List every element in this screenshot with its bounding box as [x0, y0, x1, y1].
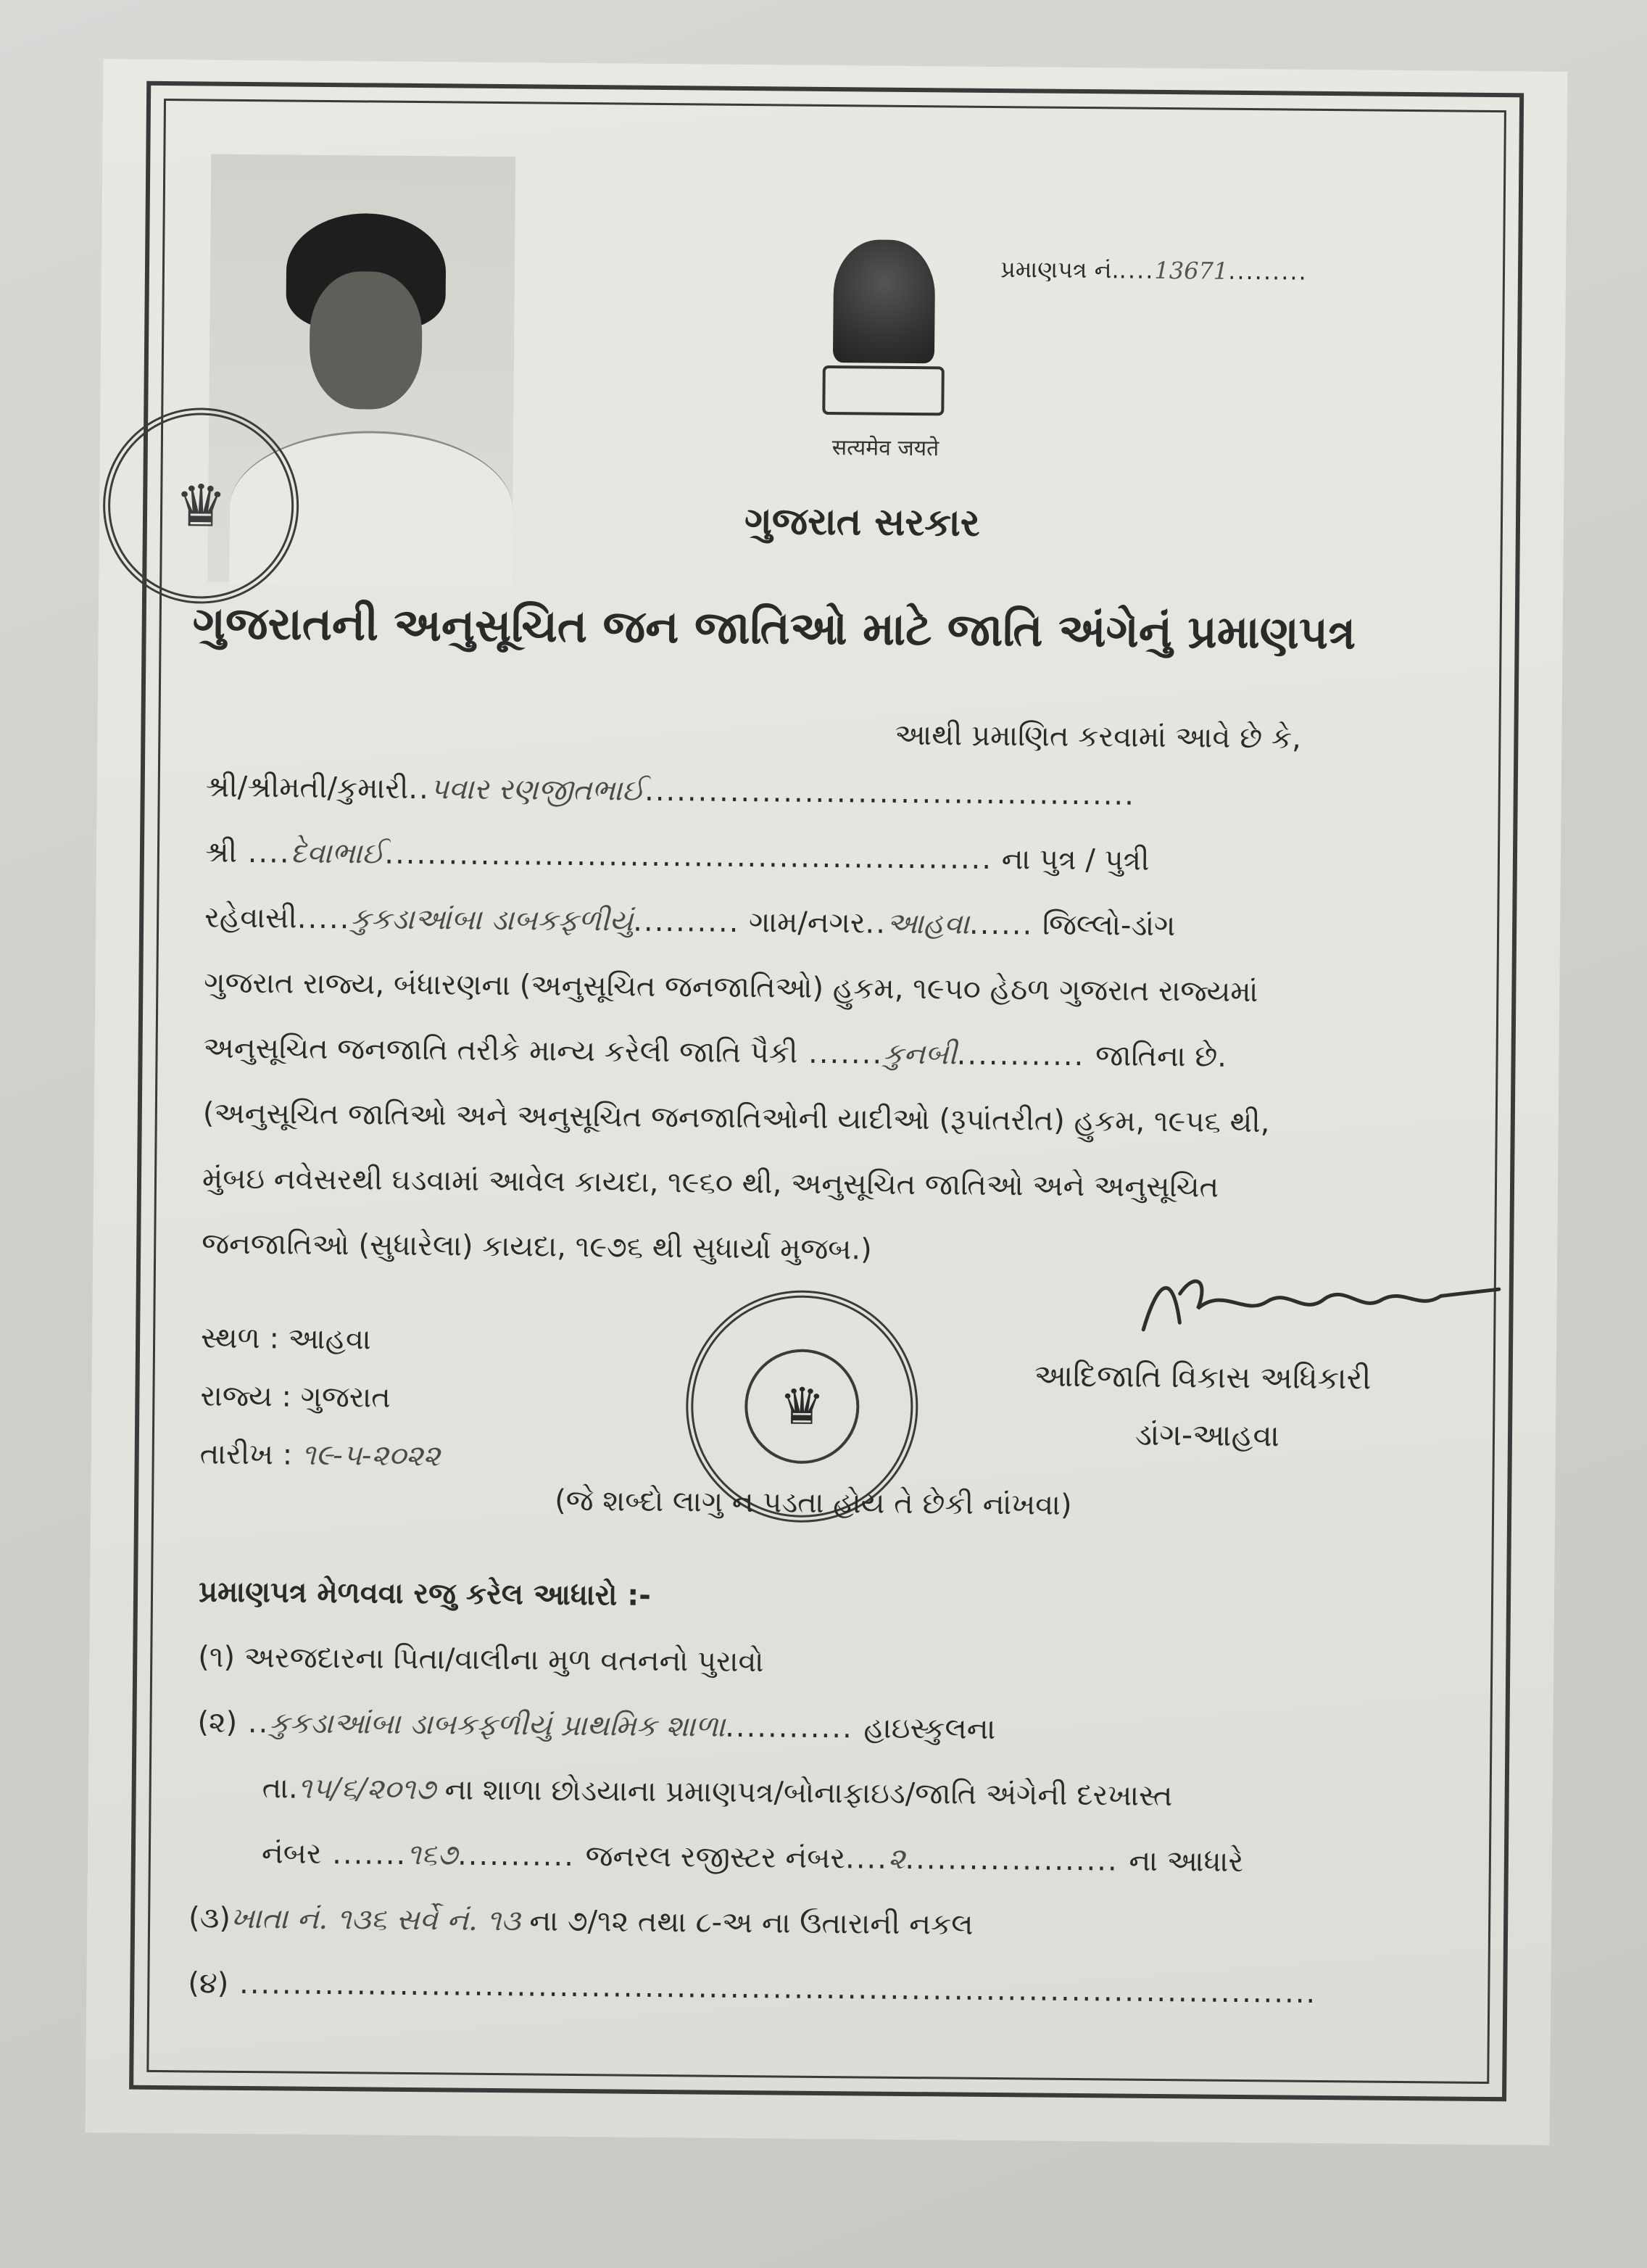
date-value: ૧૯-૫-૨૦૨૨ — [301, 1438, 441, 1473]
certificate-number-label: પ્રમાણપત્ર નં. — [1000, 255, 1119, 284]
village-value: આહવા — [886, 906, 970, 941]
emblem-base — [822, 365, 945, 415]
government-heading: ગુજરાત સરકાર — [744, 499, 980, 545]
resident-label: રહેવાસી — [204, 901, 298, 935]
body-line-1: ગુજરાત રાજ્ય, બંધારણના (અનુસૂચિત જનજાતિઓ) હુકમ, ૧૯૫૦ હેઠળ ગુજરાત રાજ્યમાં — [204, 966, 1258, 1009]
father-label: શ્રી — [204, 835, 238, 869]
basis-item-3: (૩)ખાતા નં. ૧૩૬ સર્વે નં. ૧૩ ના ૭/૧૨ તથા ૮-અ ના ઉતારાની નકલ — [188, 1901, 974, 1942]
basis-item-2-date: તા.૧૫/૬/૨૦૧૭ ના શાળા છોડયાના પ્રમાણપત્ર/બોનાફાઇડ/જાતિ અંગેની દરખાસ્ત — [262, 1771, 1173, 1813]
photo-face — [309, 271, 423, 410]
state-line: રાજ્ય : ગુજરાત — [200, 1379, 391, 1415]
basis-heading: પ્રમાણપત્ર મેળવવા રજુ કરેલ આધારો :- — [198, 1575, 652, 1613]
school-value: કુકડાઆંબા ડાબકફળીયું પ્રાથમિક શાળા — [269, 1706, 726, 1744]
emblem-icon: ♛ — [174, 471, 228, 540]
tribe-prefix: અનુસૂચિત જનજાતિ તરીકે માન્ય કરેલી જાતિ પૈકી — [203, 1031, 798, 1070]
state-value: ગુજરાત — [300, 1380, 391, 1415]
certificate-paper — [86, 59, 1568, 2145]
photo-seal-stamp — [102, 407, 299, 604]
officer-signature — [1129, 1265, 1506, 1355]
body-line-4: મુંબઇ નવેસરથી ઘડવામાં આવેલ કાયદા, ૧૯૬૦ થી, અનુસૂચિત જાતિઓ અને અનુસૂચિત — [202, 1162, 1219, 1204]
body-line-5: જનજાતિઓ (સુધારેલા) કાયદા, ૧૯૭૬ થી સુધાર્યા મુજબ.) — [202, 1227, 872, 1267]
proposal-number-value: ૧૬૭ — [407, 1837, 458, 1872]
name-label: શ્રી/શ્રીમતી/કુમારી — [205, 770, 409, 806]
register-number-value: ૨ — [887, 1842, 905, 1876]
name-line: શ્રી/શ્રીમતી/કુમારી..પવાર રણજીતભાઈ.............................................. — [205, 770, 1136, 812]
leaving-date-value: ૧૫/૬/૨૦૧૭ — [297, 1771, 436, 1807]
certificate-number-value: 13671 — [1154, 256, 1229, 285]
office-emblem-icon: ♛ — [744, 1349, 860, 1464]
strike-note: (જે શબ્દો લાગુ ન પડતા હોય તે છેકી નાંખવા) — [554, 1483, 1072, 1522]
lion-capital-icon — [833, 239, 935, 363]
basis-item-1: (૧) અરજદારના પિતા/વાલીના મુળ વતનનો પુરાવો — [198, 1640, 764, 1679]
resident-value: કુકડાઆંબા ડાબકફળીયું — [350, 902, 634, 938]
tribe-suffix: જાતિના છે. — [1095, 1039, 1227, 1074]
place-value: આહવા — [288, 1322, 371, 1357]
officer-office: ડાંગ-આહવા — [1134, 1416, 1280, 1454]
son-daughter-label: ના પુત્ર / પુત્રી — [1001, 843, 1150, 877]
certificate-title: ગુજરાતની અનુસૂચિત જન જાતિઓ માટે જાતિ અંગેનું પ્રમાણપત્ર — [192, 596, 1356, 660]
body-line-2: અનુસૂચિત જનજાતિ તરીકે માન્ય કરેલી જાતિ પૈકી .......કુનબી............ જાતિના છે. — [203, 1031, 1227, 1074]
land-record-value: ખાતા નં. ૧૩૬ સર્વે નં. ૧૩ — [230, 1901, 521, 1938]
father-value: દેવાભાઈ — [290, 836, 385, 871]
district-label: જિલ્લો-ડાંગ — [1042, 908, 1176, 943]
basis-item-2: (૨) ..કુકડાઆંબા ડાબકફળીયું પ્રાથમિક શાળા............ હાઇસ્કુલના — [197, 1705, 996, 1747]
basis-item-4: (૪) ..................................................................................................... — [188, 1966, 1317, 2010]
national-emblem — [810, 239, 957, 429]
basis-item-2-numbers: નંબર .......૧૬૭........... જનરલ રજીસ્ટર નંબર....૨.................... ના આધારે — [261, 1837, 1244, 1879]
name-value: પવાર રણજીતભાઈ — [429, 772, 645, 808]
certify-text: આથી પ્રમાણિત કરવામાં આવે છે કે, — [895, 718, 1301, 756]
resident-line: રહેવાસી.....કુકડાઆંબા ડાબકફળીયું.......... ગામ/નગર..આહવા...... જિલ્લો-ડાંગ — [204, 901, 1176, 943]
date-line: તારીખ : ૧૯-૫-૨૦૨૨ — [199, 1437, 441, 1473]
place-line: સ્થળ : આહવા — [200, 1321, 371, 1357]
village-label: ગામ/નગર — [748, 906, 866, 940]
father-line: શ્રી ....દેવાભાઈ......................................................... ના પુત્ર / પુત્રી — [204, 835, 1150, 877]
motto: सत्यमेव जयते — [831, 435, 939, 462]
officer-designation: આદિજાતિ વિકાસ અધિકારી — [1034, 1357, 1372, 1396]
certificate-number: પ્રમાણપત્ર નં.....13671......... — [1000, 255, 1308, 286]
tribe-value: કુનબી — [882, 1037, 957, 1072]
body-line-3: (અનુસૂચિત જાતિઓ અને અનુસૂચિત જનજાતિઓની યાદીઓ (રૂપાંતરીત) હુકમ, ૧૯૫૬ થી, — [202, 1096, 1270, 1140]
